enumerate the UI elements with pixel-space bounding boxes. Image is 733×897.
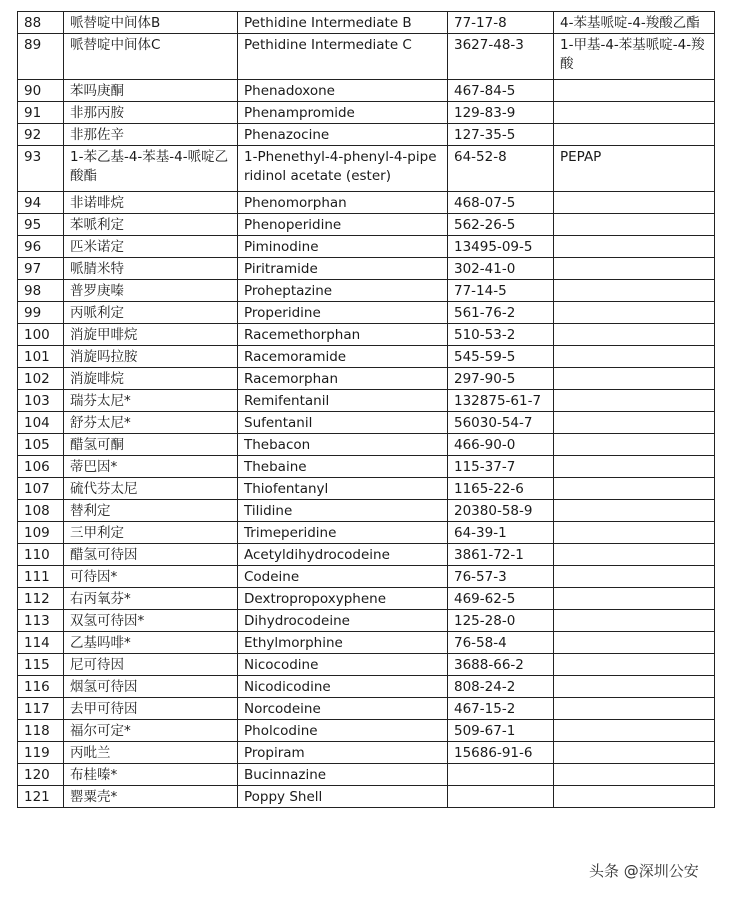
- remark-cell: [554, 192, 715, 214]
- table-row: [18, 456, 715, 478]
- row-number-cell: 118: [18, 720, 64, 742]
- remark-cell: [554, 742, 715, 764]
- table-row: [18, 676, 715, 698]
- chinese-name-cell: 哌腈米特: [64, 258, 238, 280]
- row-number-cell: 109: [18, 522, 64, 544]
- english-name-cell: Sufentanil: [238, 412, 448, 434]
- chinese-name-cell: 匹米诺定: [64, 236, 238, 258]
- remark-cell: [554, 456, 715, 478]
- row-number-cell: 120: [18, 764, 64, 786]
- remark-cell: [554, 214, 715, 236]
- cas-number-cell: 15686-91-6: [448, 742, 554, 764]
- english-name-cell: Properidine: [238, 302, 448, 324]
- row-number-cell: 112: [18, 588, 64, 610]
- english-name-cell: Bucinnazine: [238, 764, 448, 786]
- remark-cell: [554, 258, 715, 280]
- english-name-cell: Piritramide: [238, 258, 448, 280]
- row-number-cell: 91: [18, 102, 64, 124]
- remark-cell: [554, 764, 715, 786]
- cas-number-cell: 20380-58-9: [448, 500, 554, 522]
- cas-number-cell: 3688-66-2: [448, 654, 554, 676]
- remark-cell: [554, 80, 715, 102]
- english-name-cell: Phenampromide: [238, 102, 448, 124]
- english-name-cell: Tilidine: [238, 500, 448, 522]
- row-number-cell: 97: [18, 258, 64, 280]
- cas-number-cell: 509-67-1: [448, 720, 554, 742]
- cas-number-cell: 56030-54-7: [448, 412, 554, 434]
- table-row: [18, 124, 715, 146]
- row-number-cell: 108: [18, 500, 64, 522]
- table-row: [18, 632, 715, 654]
- chinese-name-cell: 尼可待因: [64, 654, 238, 676]
- table-row: [18, 764, 715, 786]
- remark-cell: [554, 544, 715, 566]
- remark-cell: [554, 434, 715, 456]
- table-row: [18, 214, 715, 236]
- cas-number-cell: 510-53-2: [448, 324, 554, 346]
- english-name-cell: Acetyldihydrocodeine: [238, 544, 448, 566]
- row-number-cell: 107: [18, 478, 64, 500]
- remark-cell: [554, 632, 715, 654]
- english-name-cell: Pethidine Intermediate B: [238, 12, 448, 34]
- english-name-cell: Pholcodine: [238, 720, 448, 742]
- chinese-name-cell: 普罗庚嗪: [64, 280, 238, 302]
- chinese-name-cell: 丙吡兰: [64, 742, 238, 764]
- english-name-cell: Dihydrocodeine: [238, 610, 448, 632]
- english-name-cell: Racemoramide: [238, 346, 448, 368]
- english-name-cell: Thebacon: [238, 434, 448, 456]
- table-row: [18, 654, 715, 676]
- row-number-cell: 104: [18, 412, 64, 434]
- table-row: [18, 102, 715, 124]
- english-name-cell: Proheptazine: [238, 280, 448, 302]
- row-number-cell: 94: [18, 192, 64, 214]
- row-number-cell: 92: [18, 124, 64, 146]
- english-name-cell: Racemorphan: [238, 368, 448, 390]
- row-number-cell: 101: [18, 346, 64, 368]
- row-number-cell: 110: [18, 544, 64, 566]
- cas-number-cell: [448, 786, 554, 808]
- chinese-name-cell: 消旋甲啡烷: [64, 324, 238, 346]
- remark-cell: [554, 280, 715, 302]
- chinese-name-cell: 布桂嗪*: [64, 764, 238, 786]
- table-row: [18, 390, 715, 412]
- cas-number-cell: 561-76-2: [448, 302, 554, 324]
- chinese-name-cell: 醋氢可酮: [64, 434, 238, 456]
- remark-cell: [554, 654, 715, 676]
- chinese-name-cell: 非那丙胺: [64, 102, 238, 124]
- cas-number-cell: 808-24-2: [448, 676, 554, 698]
- english-name-cell: Poppy Shell: [238, 786, 448, 808]
- english-name-cell: Norcodeine: [238, 698, 448, 720]
- remark-cell: [554, 368, 715, 390]
- row-number-cell: 96: [18, 236, 64, 258]
- table-row: [18, 412, 715, 434]
- remark-cell: [554, 588, 715, 610]
- english-name-cell: Codeine: [238, 566, 448, 588]
- english-name-cell: Piminodine: [238, 236, 448, 258]
- english-name-cell: Phenoperidine: [238, 214, 448, 236]
- chinese-name-cell: 醋氢可待因: [64, 544, 238, 566]
- chinese-name-cell: 非那佐辛: [64, 124, 238, 146]
- row-number-cell: 113: [18, 610, 64, 632]
- remark-cell: [554, 676, 715, 698]
- cas-number-cell: 64-39-1: [448, 522, 554, 544]
- chinese-name-cell: 罂粟壳*: [64, 786, 238, 808]
- remark-cell: 4-苯基哌啶-4-羧酸乙酯: [554, 12, 715, 34]
- chinese-name-cell: 消旋吗拉胺: [64, 346, 238, 368]
- english-name-cell: Phenazocine: [238, 124, 448, 146]
- english-name-cell: Dextropropoxyphene: [238, 588, 448, 610]
- table-row: [18, 500, 715, 522]
- table-row: [18, 698, 715, 720]
- cas-number-cell: 77-17-8: [448, 12, 554, 34]
- english-name-cell: Thiofentanyl: [238, 478, 448, 500]
- table-row: [18, 478, 715, 500]
- cas-number-cell: 64-52-8: [448, 146, 554, 192]
- row-number-cell: 119: [18, 742, 64, 764]
- table-row: [18, 588, 715, 610]
- table-row: [18, 280, 715, 302]
- english-name-cell: Pethidine Intermediate C: [238, 34, 448, 80]
- cas-number-cell: 1165-22-6: [448, 478, 554, 500]
- chinese-name-cell: 丙哌利定: [64, 302, 238, 324]
- cas-number-cell: 466-90-0: [448, 434, 554, 456]
- chinese-name-cell: 福尔可定*: [64, 720, 238, 742]
- cas-number-cell: 302-41-0: [448, 258, 554, 280]
- table-row: [18, 786, 715, 808]
- english-name-cell: Racemethorphan: [238, 324, 448, 346]
- row-number-cell: 102: [18, 368, 64, 390]
- cas-number-cell: 129-83-9: [448, 102, 554, 124]
- chinese-name-cell: 苯哌利定: [64, 214, 238, 236]
- cas-number-cell: 467-84-5: [448, 80, 554, 102]
- drug-schedule-table-container: [17, 11, 715, 808]
- table-row: [18, 34, 715, 80]
- row-number-cell: 99: [18, 302, 64, 324]
- table-row: [18, 566, 715, 588]
- remark-cell: [554, 786, 715, 808]
- cas-number-cell: 125-28-0: [448, 610, 554, 632]
- row-number-cell: 105: [18, 434, 64, 456]
- remark-cell: [554, 346, 715, 368]
- table-row: [18, 346, 715, 368]
- cas-number-cell: 545-59-5: [448, 346, 554, 368]
- remark-cell: [554, 698, 715, 720]
- cas-number-cell: 3861-72-1: [448, 544, 554, 566]
- drug-schedule-table: [17, 11, 715, 808]
- remark-cell: [554, 102, 715, 124]
- chinese-name-cell: 消旋啡烷: [64, 368, 238, 390]
- chinese-name-cell: 去甲可待因: [64, 698, 238, 720]
- cas-number-cell: 467-15-2: [448, 698, 554, 720]
- row-number-cell: 111: [18, 566, 64, 588]
- table-row: [18, 610, 715, 632]
- english-name-cell: Phenomorphan: [238, 192, 448, 214]
- cas-number-cell: [448, 764, 554, 786]
- row-number-cell: 89: [18, 34, 64, 80]
- chinese-name-cell: 1-苯乙基-4-苯基-4-哌啶乙酸酯: [64, 146, 238, 192]
- remark-cell: [554, 236, 715, 258]
- row-number-cell: 117: [18, 698, 64, 720]
- table-row: [18, 80, 715, 102]
- cas-number-cell: 76-58-4: [448, 632, 554, 654]
- remark-cell: PEPAP: [554, 146, 715, 192]
- table-row: [18, 742, 715, 764]
- table-row: [18, 522, 715, 544]
- remark-cell: [554, 522, 715, 544]
- row-number-cell: 90: [18, 80, 64, 102]
- cas-number-cell: 13495-09-5: [448, 236, 554, 258]
- chinese-name-cell: 替利定: [64, 500, 238, 522]
- remark-cell: [554, 500, 715, 522]
- chinese-name-cell: 右丙氧芬*: [64, 588, 238, 610]
- cas-number-cell: 115-37-7: [448, 456, 554, 478]
- english-name-cell: Propiram: [238, 742, 448, 764]
- remark-cell: [554, 124, 715, 146]
- cas-number-cell: 77-14-5: [448, 280, 554, 302]
- cas-number-cell: 297-90-5: [448, 368, 554, 390]
- chinese-name-cell: 乙基吗啡*: [64, 632, 238, 654]
- chinese-name-cell: 三甲利定: [64, 522, 238, 544]
- row-number-cell: 88: [18, 12, 64, 34]
- table-row: [18, 192, 715, 214]
- remark-cell: [554, 390, 715, 412]
- table-row: [18, 434, 715, 456]
- table-row: [18, 368, 715, 390]
- watermark: 头条 @深圳公安: [586, 860, 702, 881]
- cas-number-cell: 3627-48-3: [448, 34, 554, 80]
- english-name-cell: Ethylmorphine: [238, 632, 448, 654]
- chinese-name-cell: 双氢可待因*: [64, 610, 238, 632]
- table-row: [18, 544, 715, 566]
- row-number-cell: 116: [18, 676, 64, 698]
- english-name-cell: Thebaine: [238, 456, 448, 478]
- table-row: [18, 720, 715, 742]
- chinese-name-cell: 烟氢可待因: [64, 676, 238, 698]
- english-name-cell: Nicodicodine: [238, 676, 448, 698]
- remark-cell: 1-甲基-4-苯基哌啶-4-羧酸: [554, 34, 715, 80]
- chinese-name-cell: 非诺啡烷: [64, 192, 238, 214]
- table-row: [18, 324, 715, 346]
- row-number-cell: 103: [18, 390, 64, 412]
- remark-cell: [554, 478, 715, 500]
- english-name-cell: 1-Phenethyl-4-phenyl-4-piperidinol acetate (ester): [238, 146, 448, 192]
- english-name-cell: Trimeperidine: [238, 522, 448, 544]
- remark-cell: [554, 610, 715, 632]
- table-row: [18, 302, 715, 324]
- table-row: [18, 258, 715, 280]
- english-name-cell: Nicocodine: [238, 654, 448, 676]
- chinese-name-cell: 硫代芬太尼: [64, 478, 238, 500]
- table-row: [18, 12, 715, 34]
- cas-number-cell: 562-26-5: [448, 214, 554, 236]
- table-row: [18, 236, 715, 258]
- chinese-name-cell: 舒芬太尼*: [64, 412, 238, 434]
- chinese-name-cell: 可待因*: [64, 566, 238, 588]
- remark-cell: [554, 302, 715, 324]
- row-number-cell: 115: [18, 654, 64, 676]
- row-number-cell: 100: [18, 324, 64, 346]
- chinese-name-cell: 哌替啶中间体C: [64, 34, 238, 80]
- remark-cell: [554, 566, 715, 588]
- chinese-name-cell: 蒂巴因*: [64, 456, 238, 478]
- row-number-cell: 98: [18, 280, 64, 302]
- chinese-name-cell: 哌替啶中间体B: [64, 12, 238, 34]
- remark-cell: [554, 412, 715, 434]
- chinese-name-cell: 瑞芬太尼*: [64, 390, 238, 412]
- row-number-cell: 106: [18, 456, 64, 478]
- english-name-cell: Remifentanil: [238, 390, 448, 412]
- cas-number-cell: 127-35-5: [448, 124, 554, 146]
- table-row: [18, 146, 715, 192]
- row-number-cell: 114: [18, 632, 64, 654]
- cas-number-cell: 76-57-3: [448, 566, 554, 588]
- cas-number-cell: 468-07-5: [448, 192, 554, 214]
- remark-cell: [554, 324, 715, 346]
- english-name-cell: Phenadoxone: [238, 80, 448, 102]
- remark-cell: [554, 720, 715, 742]
- row-number-cell: 93: [18, 146, 64, 192]
- row-number-cell: 121: [18, 786, 64, 808]
- cas-number-cell: 469-62-5: [448, 588, 554, 610]
- chinese-name-cell: 苯吗庚酮: [64, 80, 238, 102]
- row-number-cell: 95: [18, 214, 64, 236]
- cas-number-cell: 132875-61-7: [448, 390, 554, 412]
